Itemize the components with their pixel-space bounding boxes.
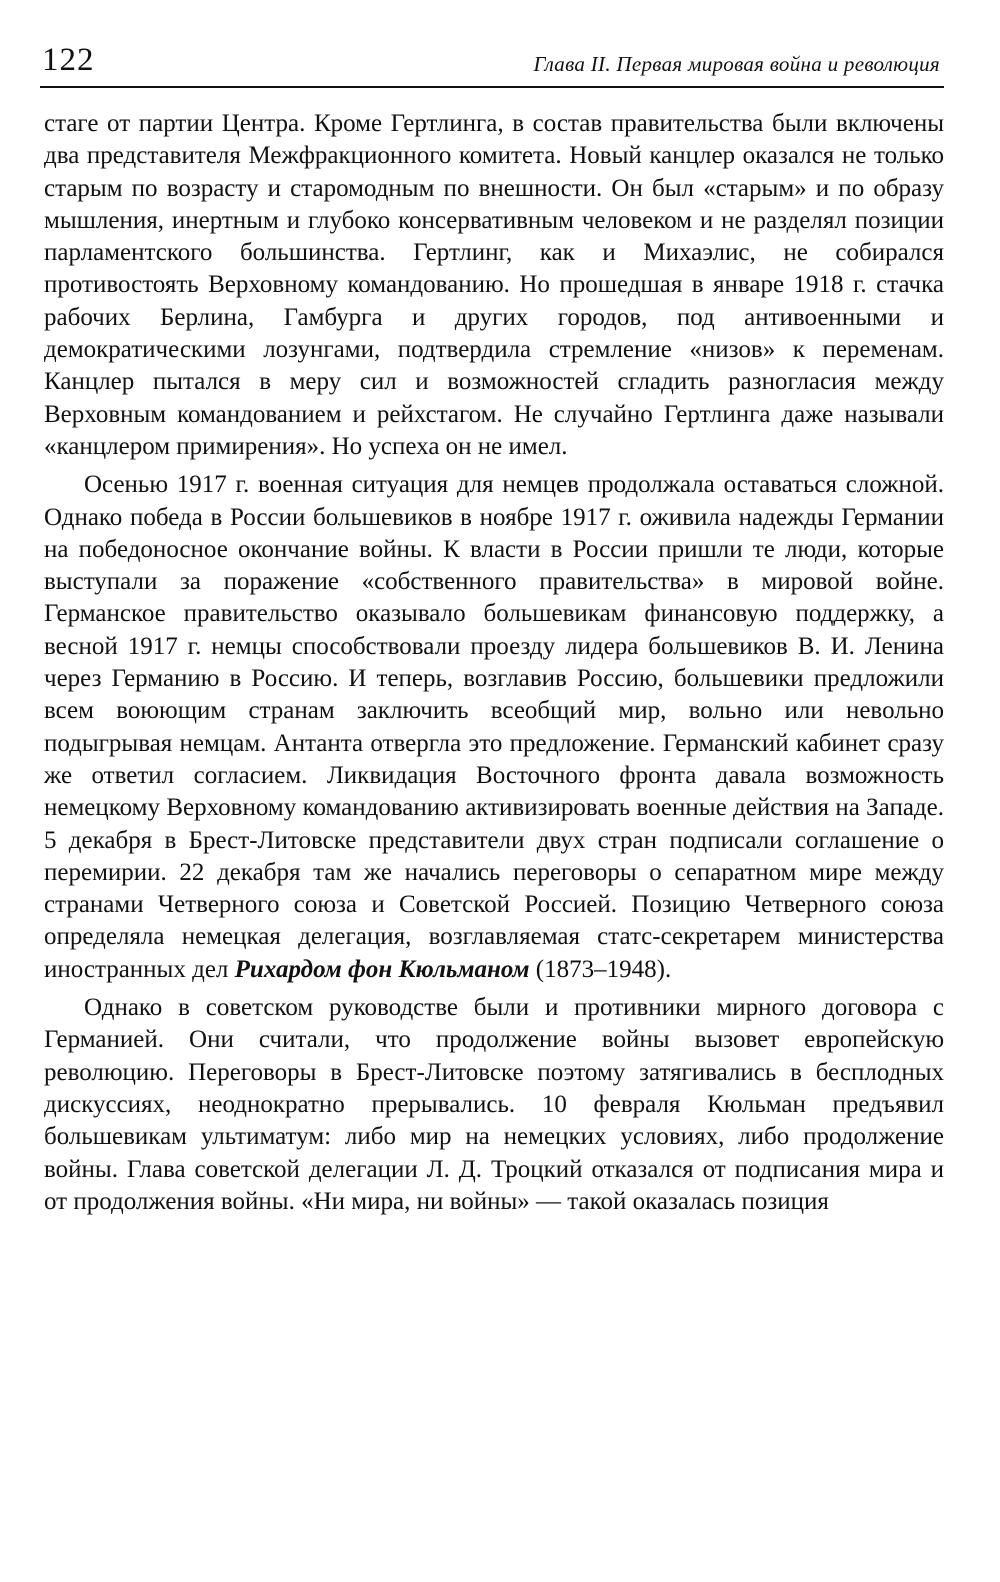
paragraph-1 (44, 108, 944, 463)
chapter-title: Глава II. Первая мировая война и революция (533, 52, 940, 76)
paragraph-2-tail: (1873–1948). (529, 955, 672, 983)
page-number: 122 (42, 42, 95, 78)
paragraph-1-text: стаге от партии Центра. Кроме Гертлинга, в состав правительства были включены два представителя Межфракционного комитета. Новый канцлер оказался не только старым по возрасту и старомодным по внешности. Он был «старым» и по образу мышления, инертным и глубоко консервативным человеком и не разделял позиции парламентского большинства. Гертлинг, как и Михаэлис, не собирался противостоять Верховному командованию. Но прошедшая в январе 1918 г. стачка рабочих Берлина, Гамбурга и других городов, под антивоенными и демократическими лозунгами, подтвердила стремление «низов» к переменам. Канцлер пытался в меру сил и возможностей сгладить разногласия между Верховным командованием и рейхстагом. Не случайно Гертлинга даже называли «канцлером примирения». Но успеха он не имел. (44, 110, 944, 460)
paragraph-3-text: Однако в советском руководстве были и противники мирного договора с Германией. Они считали, что продолжение войны вызовет европейскую революцию. Переговоры в Брест-Литовске поэтому затягивались в бесплодных дискуссиях, неоднократно прерывались. 10 февраля Кюльман предъявил большевикам ультиматум: либо мир на немецких условиях, либо продолжение войны. Глава советской делегации Л. Д. Троцкий отказался от подписания мира и от продолжения войны. «Ни мира, ни войны» — такой оказалась позиция (44, 994, 944, 1215)
paragraph-2-text: Осенью 1917 г. военная ситуация для немцев продолжала оставаться сложной. Однако победа в России большевиков в ноябре 1917 г. оживила надежды Германии на победоносное окончание войны. К власти в России пришли те люди, которые выступали за поражение «собственного правительства» в мировой войне. Германское правительство оказывало большевикам финансовую поддержку, а весной 1917 г. немцы способствовали проезду лидера большевиков В. И. Ленина через Германию в Россию. И теперь, возглавив Россию, большевики предложили всем воюющим странам заключить всеобщий мир, вольно или невольно подыгрывая немцам. Антанта отвергла это предложение. Германский кабинет сразу же ответил согласием. Ликвидация Восточного фронта давала возможность немецкому Верховному командованию активизировать военные действия на Западе. 5 декабря в Брест-Литовске представители двух стран подписали соглашение о перемирии. 22 декабря там же начались переговоры о сепаратном мире между странами Четверного союза и Советской Россией. Позицию Четверного союза определяла немецкая делегация, возглавляемая статс-секретарем министерства иностранных дел (44, 471, 944, 983)
paragraph-3 (44, 992, 944, 1218)
paragraph-2 (44, 469, 944, 986)
emphasized-name: Рихардом фон Кюльманом (234, 955, 530, 983)
body-text (44, 108, 944, 1218)
running-header (40, 40, 944, 88)
